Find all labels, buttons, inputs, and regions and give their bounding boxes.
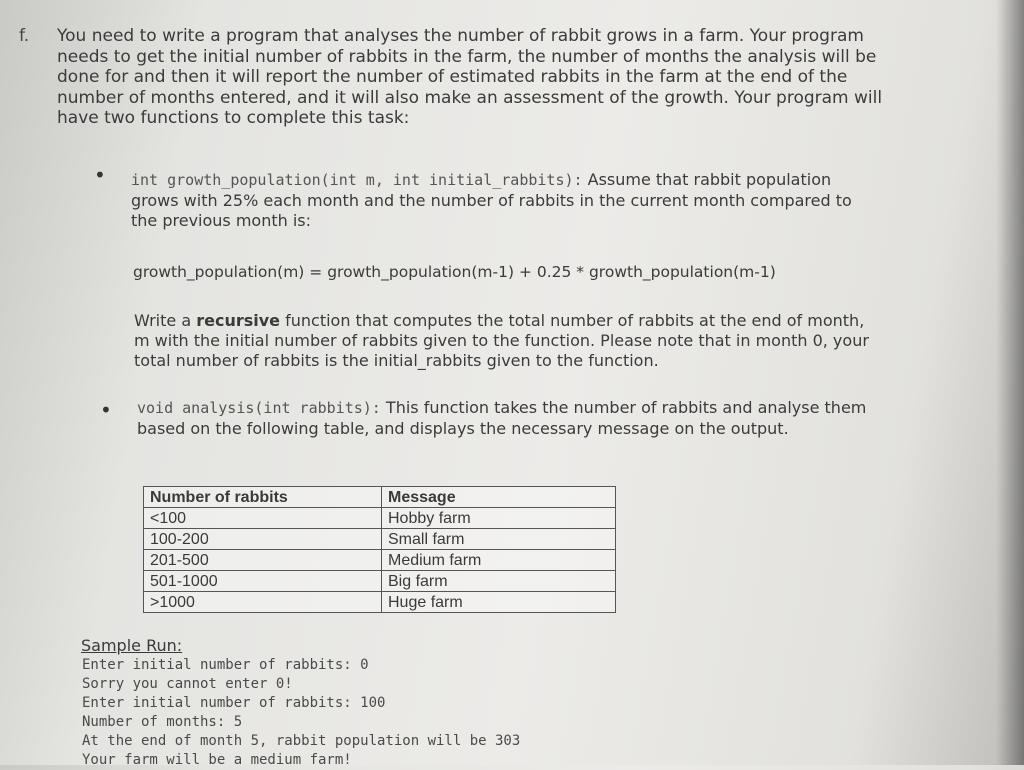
bullet-1: •: [94, 163, 106, 187]
header-message: Message: [382, 487, 616, 508]
range-cell: <100: [144, 508, 382, 529]
function1-signature: int growth_population(int m, int initial_rabbits):: [131, 171, 583, 189]
sample-line: Sorry you cannot enter 0!: [82, 676, 293, 692]
function1-text: Assume that rabbit population grows with 25% each month and the number of rabbits in the current month compared to the previous month is:: [131, 170, 852, 230]
table-row: [144, 571, 616, 592]
intro-paragraph: You need to write a program that analyses the number of rabbit grows in a farm. Your program needs to get the initial number of rabbits in the farm, the number of months the analysis will be done for and then it will report the number of estimated rabbits in the farm at the end of the number of months entered, and it will also make an assessment of the growth. Your program will have two functions to complete this task:: [57, 26, 883, 128]
instr-bold-recursive: recursive: [196, 311, 281, 330]
recursive-instruction: [134, 311, 874, 371]
range-cell: 501-1000: [144, 571, 382, 592]
growth-formula: growth_population(m) = growth_population(m-1) + 0.25 * growth_population(m-1): [133, 263, 776, 281]
sample-line: Number of months: 5: [82, 714, 243, 730]
range-cell: >1000: [144, 592, 382, 613]
sample-line: Your farm will be a medium farm!: [82, 752, 352, 768]
page-edge-shadow: [996, 0, 1024, 765]
function2-signature: void analysis(int rabbits):: [137, 399, 381, 417]
message-cell: Huge farm: [382, 592, 616, 613]
sample-run-title: Sample Run:: [81, 636, 183, 655]
instr-suffix: function that computes the total number of rabbits at the end of month, m with the initial number of rabbits given to the function. Please note that in month 0, your total number of rabbits is the initial_rabbits given to the function.: [134, 311, 869, 370]
instr-prefix: Write a: [134, 311, 197, 330]
function2-description: [137, 398, 867, 439]
message-cell: Hobby farm: [382, 508, 616, 529]
table-row: [144, 592, 616, 613]
header-number-of-rabbits: Number of rabbits: [144, 487, 382, 508]
message-cell: Big farm: [382, 571, 616, 592]
bullet-2: •: [100, 398, 112, 422]
table-row: [144, 529, 616, 550]
rabbits-table: [143, 486, 616, 613]
range-cell: 100-200: [144, 529, 382, 550]
sample-run-output: [82, 656, 520, 770]
sample-line: Enter initial number of rabbits: 100: [82, 695, 386, 711]
message-cell: Small farm: [382, 529, 616, 550]
question-label: f.: [19, 26, 30, 46]
table-header-row: [144, 487, 616, 508]
sample-line: At the end of month 5, rabbit population will be 303: [82, 733, 521, 749]
function2-text: This function takes the number of rabbits and analyse them based on the following table, and displays the necessary message on the output.: [137, 398, 867, 438]
message-cell: Medium farm: [382, 550, 616, 571]
function1-description: [131, 170, 871, 232]
table-row: [144, 508, 616, 529]
table-row: [144, 550, 616, 571]
range-cell: 201-500: [144, 550, 382, 571]
sample-line: Enter initial number of rabbits: 0: [82, 657, 369, 673]
